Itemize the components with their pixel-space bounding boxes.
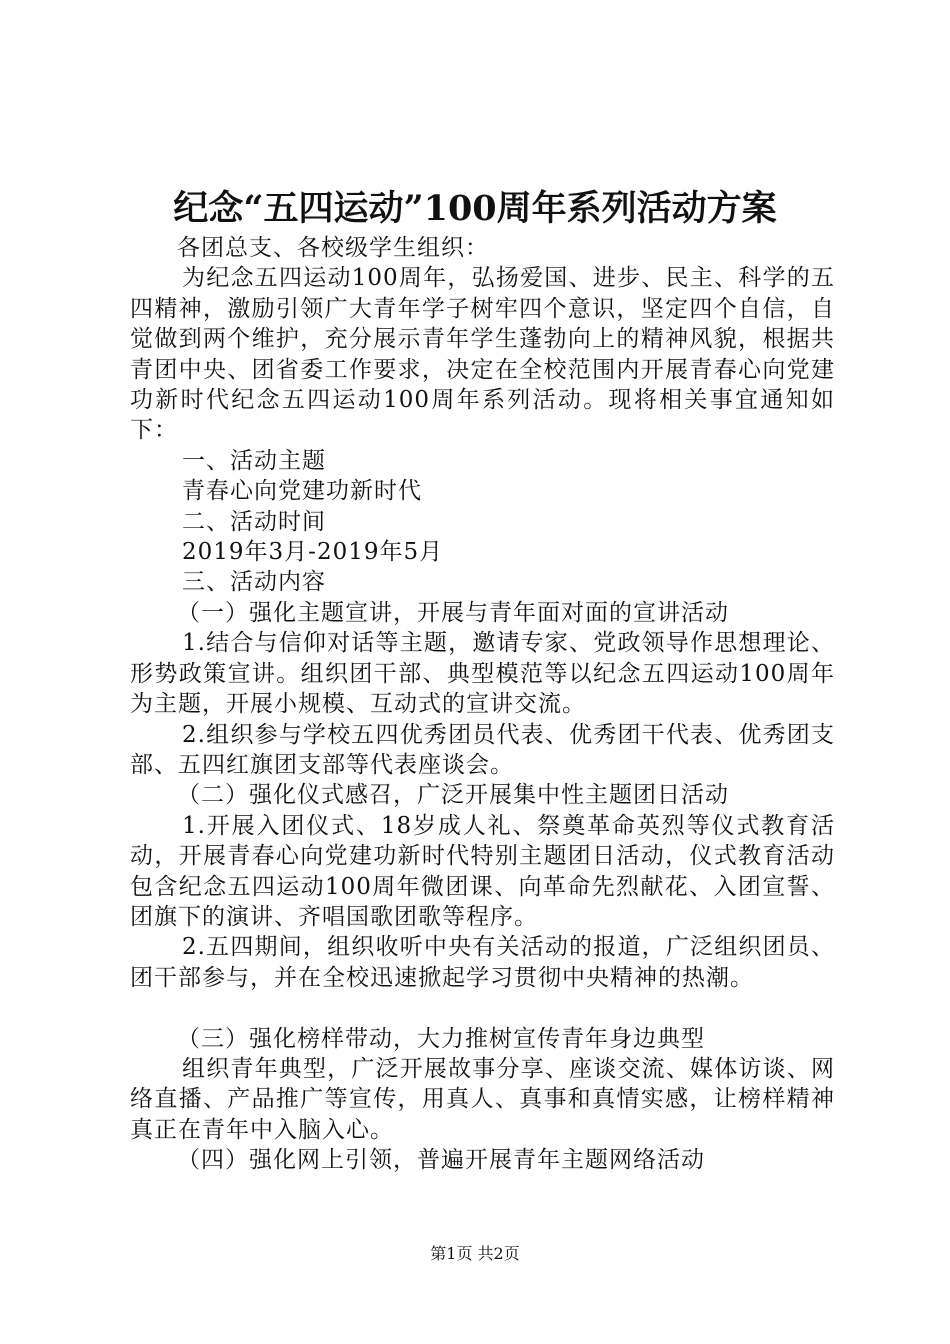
section-content-time: 2019年3月-2019年5月 — [182, 539, 444, 566]
subsection-2-item-2: 2.五四期间，组织收听中央有关活动的报道，广泛组织团员、团干部参与，并在全校迅速掀起学习贯彻中央精神的热潮。 — [130, 934, 835, 991]
intro-paragraph: 为纪念五四运动100周年，弘扬爱国、进步、民主、科学的五四精神，激励引领广大青年学子树牢四个意识，坚定四个自信，自觉做到两个维护，充分展示青年学生蓬勃向上的精神风貌，根据共青团中央、团省委工作要求，决定在全校范围内开展青春心向党建功新时代纪念五四运动100周年系列活动。现将相关事宜通知如下： — [130, 265, 835, 444]
section-heading-content: 三、活动内容 — [182, 569, 326, 596]
subsection-1-item-1: 1.结合与信仰对话等主题，邀请专家、党政领导作思想理论、形势政策宣讲。组织团干部、典型模范等以纪念五四运动100周年为主题，开展小规模、互动式的宣讲交流。 — [130, 630, 835, 718]
subsection-3-content: 组织青年典型，广泛开展故事分享、座谈交流、媒体访谈、网络直播、产品推广等宣传，用真人、真事和真情实感，让榜样精神真正在青年中入脑入心。 — [130, 1055, 835, 1143]
subsection-1-item-2: 2.组织参与学校五四优秀团员代表、优秀团干代表、优秀团支部、五四红旗团支部等代表座谈会。 — [130, 721, 835, 778]
section-heading-time: 二、活动时间 — [182, 508, 326, 535]
section-content-theme: 青春心向党建功新时代 — [182, 478, 422, 505]
blank-line — [130, 993, 835, 1023]
subsection-2-item-1: 1.开展入团仪式、18岁成人礼、祭奠革命英烈等仪式教育活动，开展青春心向党建功新时代特别主题团日活动，仪式教育活动包含纪念五四运动100周年微团课、向革命先烈献花、入团宣誓、团旗下的演讲、齐唱国歌团歌等程序。 — [130, 812, 835, 930]
page-footer: 第1页 共2页 — [430, 1244, 520, 1263]
salutation: 各团总支、各校级学生组织： — [177, 235, 489, 261]
subsection-heading-4: （四）强化网上引领，普遍开展青年主题网络活动 — [177, 1147, 705, 1174]
subsection-heading-1: （一）强化主题宣讲，开展与青年面对面的宣讲活动 — [177, 599, 729, 626]
document-body — [130, 233, 835, 1176]
subsection-heading-2: （二）强化仪式感召，广泛开展集中性主题团日活动 — [177, 782, 729, 809]
section-heading-theme: 一、活动主题 — [182, 447, 326, 474]
subsection-heading-3: （三）强化榜样带动，大力推树宣传青年身边典型 — [177, 1025, 705, 1052]
document-title: 纪念“五四运动”100周年系列活动方案 — [173, 188, 777, 229]
